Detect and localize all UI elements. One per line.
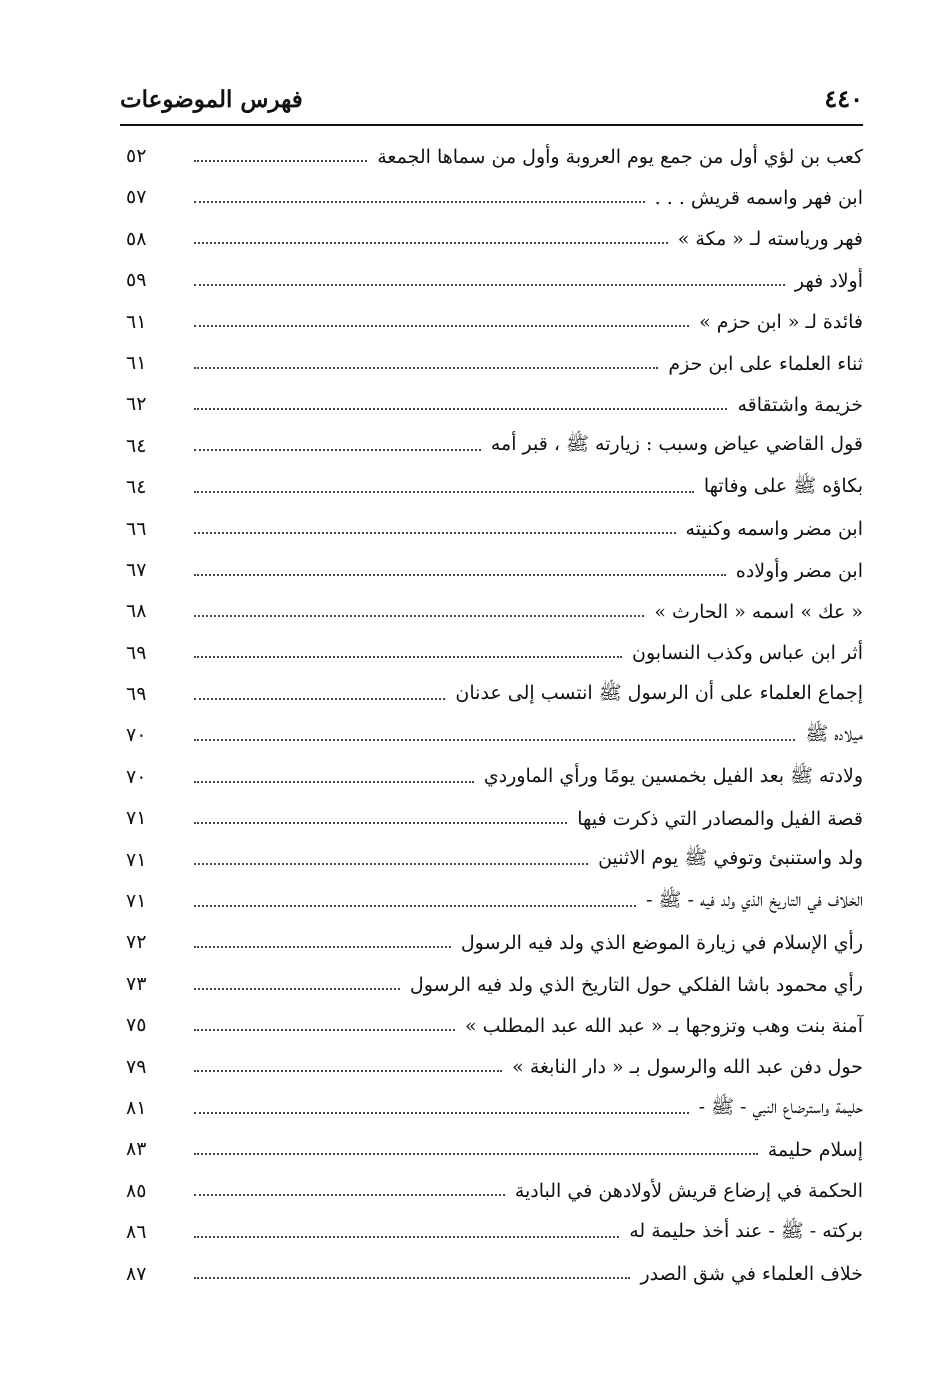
toc-entry <box>120 1171 863 1212</box>
toc-entry-title: حليمة واسترضاع النبي - ﷺ - <box>698 1095 863 1118</box>
toc-leader-dots <box>194 449 481 451</box>
toc-entry-title: ابن مضر واسمه وكنيته <box>685 518 863 541</box>
toc-leader-dots <box>194 946 451 948</box>
toc-entry <box>120 757 863 798</box>
toc-entry <box>120 343 863 384</box>
toc-entry-page: ٧٣ <box>126 972 147 995</box>
toc-entry-title: ولد واستنبئ وتوفي ﷺ يوم الاثنين <box>598 847 863 870</box>
toc-entry-title: رأي الإسلام في زيارة الموضع الذي ولد فيه الرسول <box>460 932 863 955</box>
toc-leader-dots <box>194 781 474 783</box>
header-rule <box>120 124 863 126</box>
toc-entry <box>120 260 863 301</box>
toc-leader-dots <box>194 988 400 990</box>
toc-entry-page: ٨٣ <box>126 1138 147 1161</box>
toc-leader-dots <box>194 574 726 576</box>
toc-entry <box>120 509 863 550</box>
toc-leader-dots <box>194 1236 619 1238</box>
toc-entry <box>120 384 863 425</box>
toc-entry-title: إسلام حليمة <box>767 1139 863 1162</box>
toc-entry <box>120 467 863 508</box>
toc-entry <box>120 674 863 715</box>
toc-entry <box>120 219 863 260</box>
toc-entry-title: ميلاده ﷺ <box>805 723 863 746</box>
toc-entry-title: بكاؤه ﷺ على وفاتها <box>703 474 863 497</box>
toc-leader-dots <box>194 1153 758 1155</box>
toc-entry-title: ابن فهر واسمه قريش . . . <box>654 187 863 210</box>
toc-entry-page: ٦٧ <box>126 558 147 581</box>
toc-leader-dots <box>194 1112 689 1114</box>
toc-leader-dots <box>194 615 644 617</box>
toc-entry-title: ابن مضر وأولاده <box>735 559 863 582</box>
toc-entry-title: كعب بن لؤي أول من جمع يوم العروبة وأول من سماها الجمعة <box>377 145 863 168</box>
toc-entry <box>120 798 863 839</box>
toc-entry <box>120 1005 863 1046</box>
toc-leader-dots <box>194 1194 505 1196</box>
toc-entry <box>120 715 863 756</box>
toc-entry-page: ٦٤ <box>126 476 147 499</box>
toc-entry-title: فهر ورياسته لـ « مكة » <box>677 228 863 251</box>
toc-entry-title: فائدة لـ « ابن حزم » <box>699 311 863 334</box>
toc-entry-title: حول دفن عبد الله والرسول بـ « دار النابغة » <box>512 1056 863 1079</box>
toc-entry <box>120 881 863 922</box>
toc-entry-page: ٧١ <box>126 890 147 913</box>
table-of-contents <box>120 136 863 1295</box>
toc-leader-dots <box>194 739 795 741</box>
toc-entry-page: ٧٢ <box>126 931 147 954</box>
toc-entry-title: أولاد فهر <box>794 269 863 292</box>
toc-entry-page: ٧١ <box>126 848 147 871</box>
page-title: فهرس الموضوعات <box>120 86 303 113</box>
toc-leader-dots <box>194 160 367 162</box>
toc-entry-title: رأي محمود باشا الفلكي حول التاريخ الذي ولد فيه الرسول <box>409 973 863 996</box>
toc-entry-page: ٦٨ <box>126 600 147 623</box>
toc-entry <box>120 840 863 881</box>
toc-entry-page: ٦٢ <box>126 393 147 416</box>
toc-entry-title: أثر ابن عباس وكذب النسابون <box>632 642 863 665</box>
page-header <box>120 82 863 120</box>
toc-leader-dots <box>194 1029 455 1031</box>
toc-leader-dots <box>194 408 727 410</box>
toc-entry-page: ٦٩ <box>126 641 147 664</box>
toc-leader-dots <box>194 201 645 203</box>
toc-entry <box>120 964 863 1005</box>
toc-entry <box>120 633 863 674</box>
toc-entry-title: الحكمة في إرضاع قريش لأولادهن في البادية <box>514 1180 863 1203</box>
toc-entry-page: ٨١ <box>126 1096 147 1119</box>
toc-leader-dots <box>194 367 658 369</box>
toc-entry-page: ٧٩ <box>126 1055 147 1078</box>
toc-entry-page: ٦٤ <box>126 434 147 457</box>
toc-leader-dots <box>194 491 694 493</box>
toc-entry <box>120 1047 863 1088</box>
toc-leader-dots <box>194 532 676 534</box>
toc-entry <box>120 136 863 177</box>
toc-entry <box>120 1254 863 1295</box>
toc-entry-page: ٧٠ <box>126 765 147 788</box>
toc-entry-page: ٨٦ <box>126 1221 147 1244</box>
toc-leader-dots <box>194 822 567 824</box>
toc-entry <box>120 550 863 591</box>
toc-entry-page: ٥٢ <box>126 145 147 167</box>
toc-leader-dots <box>194 242 668 244</box>
toc-leader-dots <box>194 1277 630 1279</box>
toc-entry <box>120 426 863 467</box>
toc-leader-dots <box>194 325 689 327</box>
toc-entry-page: ٥٨ <box>126 227 147 250</box>
toc-leader-dots <box>194 284 785 286</box>
toc-entry-title: ولادته ﷺ بعد الفيل بخمسين يومًا ورأي الماوردي <box>483 764 863 787</box>
toc-entry-title: قول القاضي عياض وسبب : زيارته ﷺ ، قبر أمه <box>490 433 863 456</box>
toc-entry <box>120 591 863 632</box>
toc-entry-title: خزيمة واشتقاقه <box>737 394 863 417</box>
toc-entry-page: ٦١ <box>126 310 147 333</box>
toc-entry-title: قصة الفيل والمصادر التي ذكرت فيها <box>577 807 863 830</box>
toc-entry-page: ٥٩ <box>126 269 147 292</box>
page-number: ٤٤٠ <box>824 84 863 113</box>
toc-entry-title: ثناء العلماء على ابن حزم <box>668 352 863 375</box>
toc-entry-page: ٧٥ <box>126 1014 147 1037</box>
toc-entry-title: إجماع العلماء على أن الرسول ﷺ انتسب إلى عدنان <box>455 681 863 704</box>
toc-entry <box>120 177 863 218</box>
toc-entry <box>120 1212 863 1253</box>
toc-entry-page: ٧٠ <box>126 724 147 747</box>
toc-entry-page: ٨٧ <box>126 1262 147 1285</box>
toc-entry <box>120 922 863 963</box>
toc-leader-dots <box>194 863 588 865</box>
toc-entry-page: ٥٧ <box>126 186 147 209</box>
toc-entry-page: ٨٥ <box>126 1179 147 1202</box>
toc-entry-title: آمنة بنت وهب وتزوجها بـ « عبد الله عبد المطلب » <box>464 1014 863 1037</box>
toc-leader-dots <box>194 656 622 658</box>
toc-entry-title: الخلاف في التاريخ الذي ولد فيه - ﷺ - <box>646 888 863 911</box>
toc-leader-dots <box>194 1070 502 1072</box>
toc-entry-title: « عك » اسمه « الحارث » <box>654 600 863 623</box>
toc-entry-page: ٧١ <box>126 807 147 830</box>
toc-leader-dots <box>194 905 636 907</box>
toc-entry-page: ٦١ <box>126 351 147 374</box>
toc-entry <box>120 302 863 343</box>
toc-entry-page: ٦٩ <box>126 683 147 706</box>
toc-entry-title: خلاف العلماء في شق الصدر <box>640 1263 863 1286</box>
toc-entry-title: بركته - ﷺ - عند أخذ حليمة له <box>629 1219 863 1242</box>
toc-entry <box>120 1129 863 1170</box>
toc-entry <box>120 1088 863 1129</box>
toc-entry-page: ٦٦ <box>126 517 147 540</box>
toc-leader-dots <box>194 698 445 700</box>
